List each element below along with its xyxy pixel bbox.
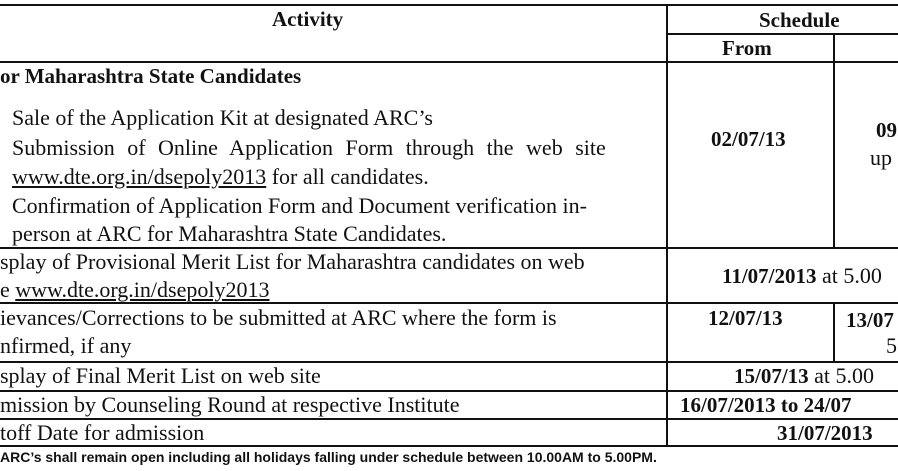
row4-schedule [734,362,874,390]
row4-date: 15/07/13 [734,364,809,388]
row2-line2 [0,276,269,304]
row5-date: 16/07/2013 to 24/07 [680,393,852,417]
column-divider-from-to-row3 [833,303,835,361]
section-title: or Maharashtra State Candidates [0,64,302,88]
row1-item1: Sale of the Application Kit at designated ARC’s [12,105,433,130]
column-divider-activity-schedule [666,4,668,446]
row1-item2: Submission of Online Application Form through the web site [12,135,606,160]
row2-line1: splay of Provisional Merit List for Maharashtra candidates on web [0,249,585,274]
row4-time: at 5.00 [814,363,875,388]
row3-to-line1: 13/07 [846,308,894,332]
row1-item2-suffix: for all candidates. [271,164,429,189]
header-activity: Activity [272,7,344,31]
row1-to-line2: up [870,145,892,170]
row5-line1: mission by Counseling Round at respective Institute [0,392,460,417]
row1-item2-line2 [12,163,429,191]
header-schedule: Schedule [759,8,840,32]
row6-date: 31/07/2013 [777,421,873,445]
row2-link[interactable]: www.dte.org.in/dsepoly2013 [15,277,270,302]
row6-line1: toff Date for admission [0,420,205,445]
row2-time: at 5.00 [822,263,882,288]
row1-item3-line2: person at ARC for Maharashtra State Candidates. [12,221,447,246]
row2-schedule [722,262,882,290]
row3-to-line2: 5 [886,333,897,358]
row2-date: 11/07/2013 [722,264,817,288]
row3-from-date: 12/07/13 [708,306,783,330]
row4-line1: splay of Final Merit List on web site [0,363,321,388]
row1-from-date: 02/07/13 [711,127,786,151]
row2-line2-prefix: e [0,277,10,302]
header-from: From [722,36,772,60]
row1-to-line1: 09 [876,118,897,142]
row3-line1: ievances/Corrections to be submitted at ARC where the form is [0,305,557,330]
row1-item2-link[interactable]: www.dte.org.in/dsepoly2013 [12,164,267,189]
column-divider-from-to [833,34,835,248]
footnote: ARC’s shall remain open including all holidays falling under schedule between 10.00AM to 5.00PM. [0,449,657,465]
row3-line2: nfirmed, if any [0,333,132,358]
row1-item3: Confirmation of Application Form and Document verification in- [12,193,587,218]
